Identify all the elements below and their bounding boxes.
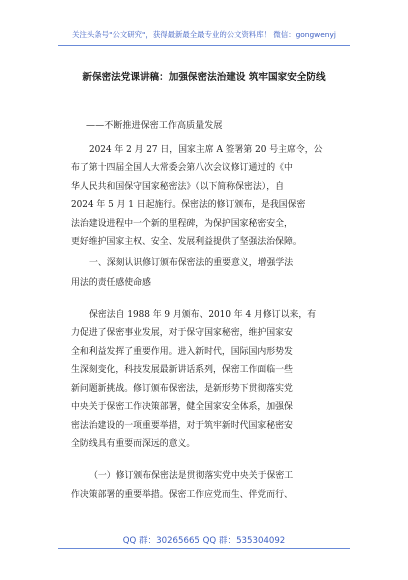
document-subtitle: ——不断推进保密工作高质量发展 <box>86 121 223 131</box>
header-divider <box>58 45 350 46</box>
footer-divider <box>58 548 350 549</box>
body-line: 保密法自 1988 年 9 月颁布、2010 年 4 月修订以来，有 <box>89 310 317 320</box>
section-heading: 用法的责任感使命感 <box>71 278 151 288</box>
body-line: 更好维护国家主权、安全、发展利益提供了坚强法治保障。 <box>71 237 302 247</box>
body-line: 全和利益发挥了重要作用。进入新时代，国际国内形势发 <box>71 347 293 357</box>
header-banner: 关注头条号"公文研究"，获得最新最全最专业的公文资料库！ 微信：gongwenyj <box>72 30 336 39</box>
body-line: 密法治建设的一项重要举措，对于筑牢新时代国家秘密安 <box>71 421 293 431</box>
document-title: 新保密法党课讲稿：加强保密法治建设 筑牢国家安全防线 <box>82 72 326 83</box>
footer-qq-groups: QQ 群：30265665 QQ 群：535304092 <box>122 536 286 546</box>
body-line: 2024 年 5 月 1 日起施行。保密法的修订颁布，是我国保密 <box>71 200 306 210</box>
body-line: 中央关于保密工作决策部署，健全国家安全体系，加强保 <box>71 402 293 412</box>
body-line: 华人民共和国保守国家秘密法》（以下简称保密法），自 <box>71 182 284 192</box>
body-line: 布了第十四届全国人大常委会第八次会议修订通过的《中 <box>71 163 293 173</box>
body-line: 力促进了保密事业发展，对于保守国家秘密，维护国家安 <box>71 328 293 338</box>
body-line: 全防线具有重要而深远的意义。 <box>71 439 196 449</box>
body-line: 2024 年 2 月 27 日，国家主席 A 签署第 20 号主席令，公 <box>89 145 323 155</box>
body-line: 新问题新挑战。修订颁布保密法，是新形势下贯彻落实党 <box>71 384 293 394</box>
body-line: 生深刻变化，科技发展最新讲话系列，保密工作面临一些 <box>71 365 293 375</box>
body-line: 法治建设进程中一个新的里程碑，为保护国家秘密安全， <box>71 219 293 229</box>
subsection-heading: （一）修订颁布保密法是贯彻落实党中央关于保密工 <box>89 471 294 481</box>
subsection-heading: 作决策部署的重要举措。保密工作应党而生、伴党而行、 <box>71 490 293 500</box>
section-heading: 一、深刻认识修订颁布保密法的重要意义，增强学法 <box>89 258 294 268</box>
